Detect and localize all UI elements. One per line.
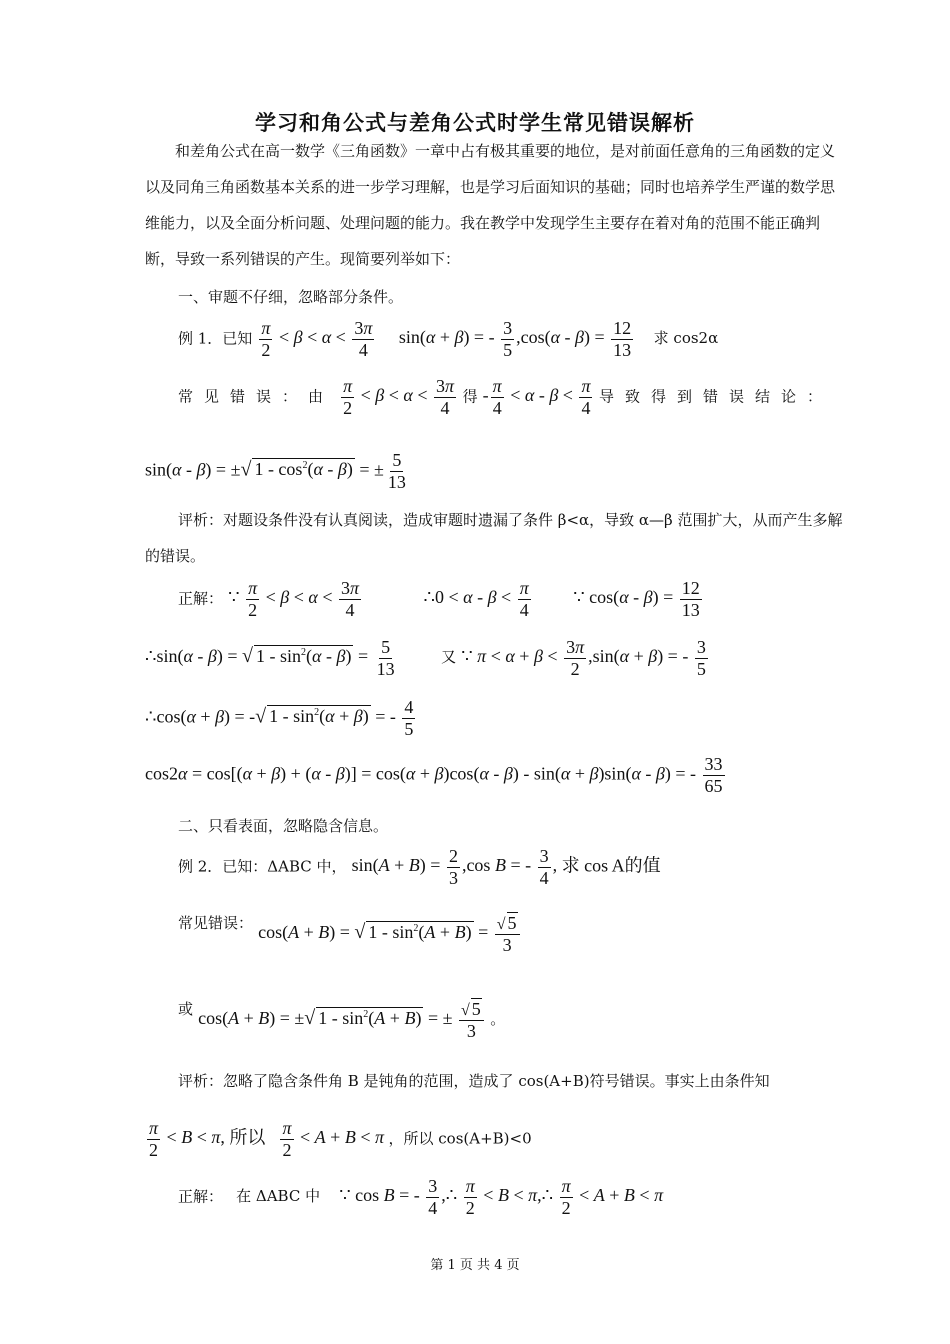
example2-ask: 求 cos A的值 <box>561 855 661 876</box>
intro-paragraph: 和差角公式在高一数学《三角函数》一章中占有极其重要的地位，是对前面任意角的三角函数的定义以及同角三角函数基本关系的进一步学习理解，也是学习后面知识的基础；同时也培养学生严谨的数学思维能力，以及全面分析问题、处理问题的能力。我在教学中发现学生主要存在着对角的范围不能正确判断，导致一系列错误的产生。现简要列举如下： <box>145 142 836 268</box>
error1-tail: 导致得到错误结论： <box>598 387 833 406</box>
page-title: 学习和角公式与差角公式时学生常见错误解析 <box>255 110 695 135</box>
page-footer: 第 1 页 共 4 页 <box>430 1258 520 1273</box>
solution1-formula2: ∴sin(α - β) = √ $1 - \sin^2(\alpha - \beta)$ = $\frac{5}{13}$ <box>145 637 395 679</box>
solution1-formula3: ∵ π < α + β < $\frac{3\pi}{2}$ ,sin(α + β) = - $\frac{3}{5}$ <box>461 637 706 679</box>
example2-label: 例 2．已知：ΔABC 中， <box>178 857 347 876</box>
solution1-line3: ∴cos(α + β) = -√ $1 - \sin^2(\alpha + \beta)$ = - $\frac{4}{5}$ <box>145 697 414 739</box>
example1-formula: $\frac{\pi}{2}$ < β < α < $\frac{3\pi}{4}$ sin(α + β) = - $\frac{3}{5}$ ,cos(α - β) = $\frac{12}{13}$ <box>261 318 632 360</box>
solution1-line2 <box>145 637 710 679</box>
error1-formula-b: - $\frac{\pi}{4}$ < α - β < $\frac{\pi}{4}$ <box>482 376 591 418</box>
solution2-line <box>178 1176 663 1218</box>
error1-line <box>178 376 833 418</box>
error2-period: 。 <box>490 1010 506 1029</box>
error1-label: 常见错误：由 <box>178 387 335 406</box>
solution1-line4: cos2α = cos[(α + β) + (α - β)] = cos(α + β)cos(α - β) - sin(α + β)sin(α - β) = - $\frac{33}{65}$ <box>145 754 723 796</box>
error1-formula-a: $\frac{\pi}{2}$ < β < α < $\frac{3\pi}{4}$ <box>343 376 455 418</box>
error2-formula: cos(A + B) = √ $1 - \sin^2(A + B)$ = $\frac{√ 5}{3}$ <box>258 922 521 942</box>
comment2-so2: ，所以 cos(A+B)<0 <box>388 1129 532 1148</box>
example2-line <box>178 846 661 888</box>
section2-heading: 二、只看表面，忽略隐含信息。 <box>178 817 389 835</box>
solution2-in: 在 ΔABC 中 <box>236 1187 321 1206</box>
error2-or: 或 <box>178 1000 194 1018</box>
comment2-so1: 所以 <box>229 1127 266 1148</box>
comment1: 评析：对题设条件没有认真阅读，造成审题时遗漏了条件 β<α，导致 α—β 范围扩大，从而产生多解的错误。 <box>145 511 843 565</box>
error2-label: 常见错误： <box>178 914 254 932</box>
example1-label: 例 1．已知 <box>178 329 253 348</box>
section1-heading: 一、审题不仔细，忽略部分条件。 <box>178 288 404 306</box>
solution1-also: 又 <box>441 648 457 667</box>
comment2: 评析：忽略了隐含条件角 B 是钝角的范围，造成了 cos(A+B)符号错误。事实上由条件知 <box>178 1072 770 1090</box>
solution1-line1 <box>178 578 704 620</box>
error1-mid: 得 <box>462 387 478 406</box>
comment2-formula-line <box>145 1118 532 1160</box>
example2-formula: sin(A + B) = $\frac{2}{3}$ ,cos B = - $\frac{3}{4}$ , <box>351 846 562 888</box>
solution1-formula1: ∵ $\frac{\pi}{2}$ < β < α < $\frac{3\pi}{4}$ ∴0 < α - β < $\frac{\pi}{4}$ ∵ cos(α - β) = $\frac{12}{13}$ <box>228 578 700 620</box>
solution2-label: 正解： <box>178 1187 224 1206</box>
error2-or-formula: cos(A + B) = ±√ $1 - \sin^2(A + B)$ = ± $\frac{√ 5}{3}$ <box>198 1008 490 1028</box>
error2-line <box>178 912 522 956</box>
example1-ask: 求 cos2α <box>653 329 719 348</box>
error1-result: sin(α - β) = ±√ $1 - \cos^2(\alpha - \beta)$ = ± $\frac{5}{13}$ <box>145 450 406 492</box>
solution1-label: 正解： <box>178 589 224 608</box>
solution2-formula: ∵ cos B = - $\frac{3}{4}$ ,∴ $\frac{\pi}{2}$ < B < π,∴ $\frac{\pi}{2}$ < A + B < π <box>339 1176 664 1218</box>
example1-line <box>178 318 718 360</box>
error2-or-line <box>178 998 505 1042</box>
comment2-formula-a: $\frac{\pi}{2}$ < B < π, <box>149 1118 230 1160</box>
comment2-formula-b: $\frac{\pi}{2}$ < A + B < π <box>282 1118 384 1160</box>
